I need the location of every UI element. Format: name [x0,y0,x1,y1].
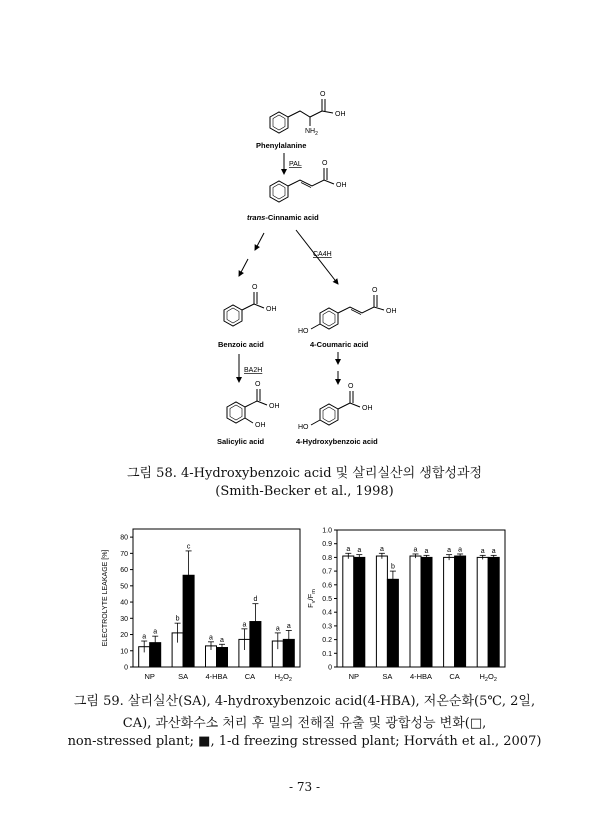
atom-label: O [255,381,261,388]
y-tick-label: 0.8 [322,554,332,562]
salicylic-acid-structure [227,389,267,423]
significance-letter: a [142,633,147,641]
significance-letter: a [275,625,280,633]
compound-name-salicylic-acid: Salicylic acid [217,437,265,446]
phenylalanine-structure [270,99,333,133]
significance-letter: d [253,596,258,604]
significance-letter: b [175,615,180,623]
significance-letter: b [390,563,395,571]
electrolyte-leakage-chart [95,524,310,689]
y-tick-label: 30 [120,615,128,623]
compound-name-hydroxybenzoic-acid: 4-Hydroxybenzoic acid [296,437,378,446]
x-tick-label-sub: 2 [493,677,497,683]
significance-letter: a [357,547,362,555]
benzoic-acid-structure [224,292,264,326]
significance-letter: a [379,545,384,553]
y-tick-label: 0.5 [322,596,332,603]
figure-59-caption-line3: non-stressed plant; ■, 1-d freezing stressed plant; Horváth et al., 2007) [67,734,542,749]
page-number: - 73 - [288,780,320,794]
y-tick-label: 0 [328,664,332,672]
atom-label: OH [266,306,277,313]
bar [183,575,194,667]
atom-label: OH [269,403,280,410]
figure-59-caption-line1: 그림 59. 살리실산(SA), 4-hydroxybenzoic acid(4-HBA), 저온순화(5℃, 2일, [73,694,536,709]
x-tick-label-part: O [283,672,289,681]
y-tick-label: 10 [120,648,128,656]
atom-label: O [372,287,378,294]
bar [354,557,365,667]
bar [343,556,354,667]
y-tick-label: 1.0 [322,527,332,535]
bar [488,557,499,667]
significance-letter: a [220,636,224,644]
atom-subscript: 2 [315,131,318,137]
y-tick-label: 0.3 [322,623,332,631]
bar [477,557,488,667]
hydroxybenzoic-acid-structure [311,391,360,425]
atom-label: O [320,91,326,98]
significance-letter: c [186,543,191,551]
x-tick-label-sub: 2 [288,677,292,683]
bar [150,643,161,667]
atom-label: OH [335,111,346,118]
compound-name-phenylalanine: Phenylalanine [256,141,307,150]
atom-label: OH [362,405,373,412]
significance-letter: a [424,547,429,555]
y-axis-label-sub: m [311,589,317,594]
atom-label: OH [336,182,347,189]
x-tick-label [275,672,292,683]
atom-label: O [348,383,354,390]
y-tick-label: 80 [120,534,128,542]
atom-label: O [322,160,328,167]
y-tick-label: 40 [120,599,128,607]
atom-label: NH [305,128,316,135]
enzyme-pal: PAL [289,161,302,168]
bar [387,579,398,667]
x-tick-label-sub: 2 [280,677,284,683]
significance-letter: a [286,622,291,630]
x-tick-label: SA [178,672,189,681]
x-tick-label: CA [244,672,256,681]
compound-name-prefix: trans [247,213,266,222]
compound-name-coumaric-acid: 4-Coumaric acid [310,340,369,349]
y-axis-label-main: F [306,603,315,608]
bar [283,639,294,667]
x-tick-label-part: O [487,672,494,681]
x-tick-label-part: H [479,672,485,681]
fvfm-chart [300,524,515,689]
y-tick-label: 0.4 [322,609,332,617]
compound-name-benzoic-acid: Benzoic acid [218,340,264,349]
y-tick-label: 0.1 [322,650,332,658]
atom-label [305,128,318,137]
significance-letter: a [346,545,351,553]
x-tick-label: NP [348,672,360,681]
figure-59-caption-line2: CA), 과산화수소 처리 후 밀의 전해질 유출 및 광합성능 변화(□, [122,716,487,731]
significance-letter: a [458,546,463,554]
figure-58-caption-line2: (Smith-Becker et al., 1998) [215,484,394,499]
bar [410,556,421,667]
y-axis-label-main: /F [306,593,315,601]
bar [444,557,455,667]
y-tick-label: 0.2 [322,637,332,645]
significance-letter: a [413,546,418,554]
y-axis-label-sub: v [311,600,317,604]
bar [376,556,387,667]
significance-letter: a [447,547,452,555]
compound-name-rest: -Cinnamic acid [265,213,319,222]
y-axis-label [306,589,317,608]
y-tick-label: 20 [120,632,128,640]
bar [455,556,466,667]
figure-58-caption-line1: 그림 58. 4-Hydroxybenzoic acid 및 살리실산의 생합성과정 [126,466,483,481]
bar [217,648,228,667]
x-tick-label: SA [382,672,393,681]
significance-letter: a [153,628,158,636]
y-axis-label: ELECTROLYTE LEAKAGE [%] [102,549,109,647]
x-tick-label-part: H [274,672,281,681]
significance-letter: a [480,547,485,555]
y-tick-label: 60 [120,567,128,575]
atom-label: OH [255,422,266,429]
atom-label: OH [386,308,397,315]
compound-name-cinnamic-acid [247,213,319,222]
enzyme-ca4h: CA4H [313,251,332,258]
y-tick-label: 0 [124,664,128,672]
x-tick-label: NP [144,672,155,681]
x-tick-label: CA [449,672,460,681]
x-tick-label: 4-HBA [205,672,228,681]
x-tick-label [480,672,497,683]
x-tick-label-sub: 2 [484,677,488,683]
y-tick-label: 0.7 [322,568,332,576]
significance-letter: a [209,634,213,642]
bar [250,622,261,667]
x-tick-label: 4-HBA [409,672,433,681]
enzyme-ba2h: BA2H [244,367,263,374]
y-tick-label: 70 [120,550,128,558]
cinnamic-acid-structure [270,168,334,202]
bar [421,557,432,667]
atom-label: HO [298,328,309,335]
y-tick-label: 0.9 [322,541,332,549]
coumaric-acid-structure [311,295,384,329]
y-tick-label: 50 [120,583,128,591]
y-tick-label: 0.6 [322,582,332,590]
significance-letter: a [491,547,496,555]
significance-letter: a [242,621,247,629]
atom-label: O [252,284,258,291]
atom-label: HO [298,424,309,431]
